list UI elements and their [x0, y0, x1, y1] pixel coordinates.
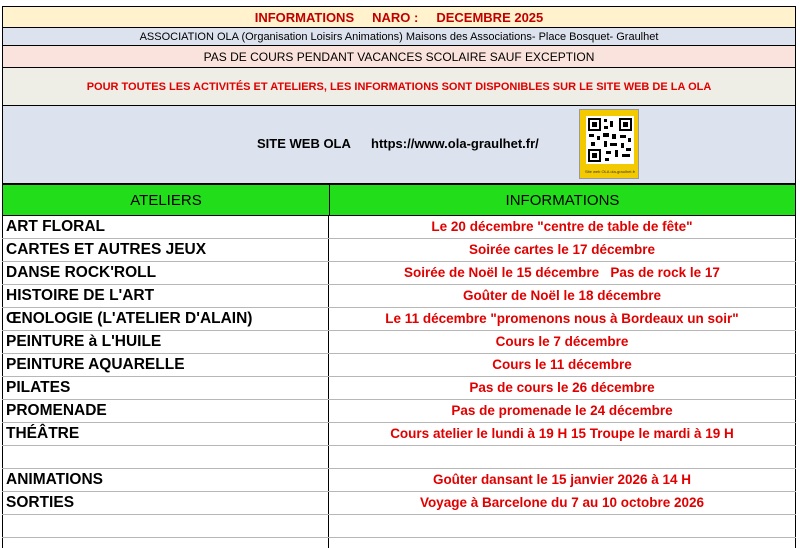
site-url-link[interactable]: https://www.ola-graulhet.fr/: [371, 136, 539, 151]
atelier-cell[interactable]: CARTES ET AUTRES JEUX: [2, 239, 329, 261]
info-cell[interactable]: Cours le 7 décembre: [329, 331, 796, 353]
table-row: [2, 538, 796, 548]
atelier-cell[interactable]: ANIMATIONS: [2, 469, 329, 491]
table-row: [2, 400, 796, 423]
atelier-cell[interactable]: PEINTURE AQUARELLE: [2, 354, 329, 376]
info-cell[interactable]: Pas de cours le 26 décembre: [329, 377, 796, 399]
title-informations: INFORMATIONS: [254, 9, 355, 25]
info-cell[interactable]: Soirée de Noël le 15 décembre Pas de rock le 17: [329, 262, 796, 284]
title-month: DECEMBRE 2025: [436, 9, 544, 25]
atelier-cell[interactable]: [2, 446, 329, 468]
atelier-cell[interactable]: PROMENADE: [2, 400, 329, 422]
table-row: [2, 446, 796, 469]
title-naro: NARO :: [372, 9, 419, 25]
atelier-cell[interactable]: SORTIES: [2, 492, 329, 514]
info-cell[interactable]: Pas de promenade le 24 décembre: [329, 400, 796, 422]
qr-code-icon: [586, 116, 634, 164]
column-header-ateliers: ATELIERS: [2, 184, 330, 216]
atelier-cell[interactable]: ŒNOLOGIE (L'ATELIER D'ALAIN): [2, 308, 329, 330]
table-row: [2, 377, 796, 400]
info-cell[interactable]: Le 11 décembre "promenons nous à Bordeaux un soir": [329, 308, 796, 330]
column-header-informations: INFORMATIONS: [329, 184, 796, 216]
atelier-cell[interactable]: DANSE ROCK'ROLL: [2, 262, 329, 284]
table-row: [2, 308, 796, 331]
table-row: [2, 262, 796, 285]
title-bar: [2, 6, 796, 28]
info-cell[interactable]: Voyage à Barcelone du 7 au 10 octobre 2026: [329, 492, 796, 514]
table-row: [2, 423, 796, 446]
activities-table: [2, 216, 796, 548]
table-row: [2, 331, 796, 354]
info-cell[interactable]: Soirée cartes le 17 décembre: [329, 239, 796, 261]
info-cell[interactable]: Le 20 décembre "centre de table de fête": [329, 216, 796, 238]
site-label: SITE WEB OLA: [257, 136, 351, 151]
info-cell[interactable]: Goûter de Noël le 18 décembre: [329, 285, 796, 307]
info-cell[interactable]: Goûter dansant le 15 janvier 2026 à 14 H: [329, 469, 796, 491]
table-row: [2, 216, 796, 239]
atelier-cell[interactable]: PILATES: [2, 377, 329, 399]
info-cell[interactable]: [329, 515, 796, 537]
info-banner: POUR TOUTES LES ACTIVITÉS ET ATELIERS, LES INFORMATIONS SONT DISPONIBLES SUR LE SITE WEB DE LA OLA: [2, 68, 796, 106]
table-row: [2, 285, 796, 308]
vacation-notice: PAS DE COURS PENDANT VACANCES SCOLAIRE SAUF EXCEPTION: [2, 46, 796, 68]
qr-caption: Site web OLA ola-graulhet.fr: [584, 169, 636, 174]
info-cell[interactable]: [329, 446, 796, 468]
table-row: [2, 354, 796, 377]
website-row: [2, 106, 796, 184]
info-cell[interactable]: Cours le 11 décembre: [329, 354, 796, 376]
association-line: ASSOCIATION OLA (Organisation Loisirs Animations) Maisons des Associations- Place Bosquet- Graulhet: [2, 28, 796, 46]
info-cell[interactable]: Cours atelier le lundi à 19 H 15 Troupe le mardi à 19 H: [329, 423, 796, 445]
info-cell[interactable]: [329, 538, 796, 548]
table-row: [2, 469, 796, 492]
qr-code: [579, 109, 639, 179]
atelier-cell[interactable]: [2, 538, 329, 548]
table-row: [2, 515, 796, 538]
atelier-cell[interactable]: HISTOIRE DE L'ART: [2, 285, 329, 307]
atelier-cell[interactable]: PEINTURE à L'HUILE: [2, 331, 329, 353]
atelier-cell[interactable]: ART FLORAL: [2, 216, 329, 238]
atelier-cell[interactable]: [2, 515, 329, 537]
table-row: [2, 239, 796, 262]
table-row: [2, 492, 796, 515]
atelier-cell[interactable]: THÉÂTRE: [2, 423, 329, 445]
